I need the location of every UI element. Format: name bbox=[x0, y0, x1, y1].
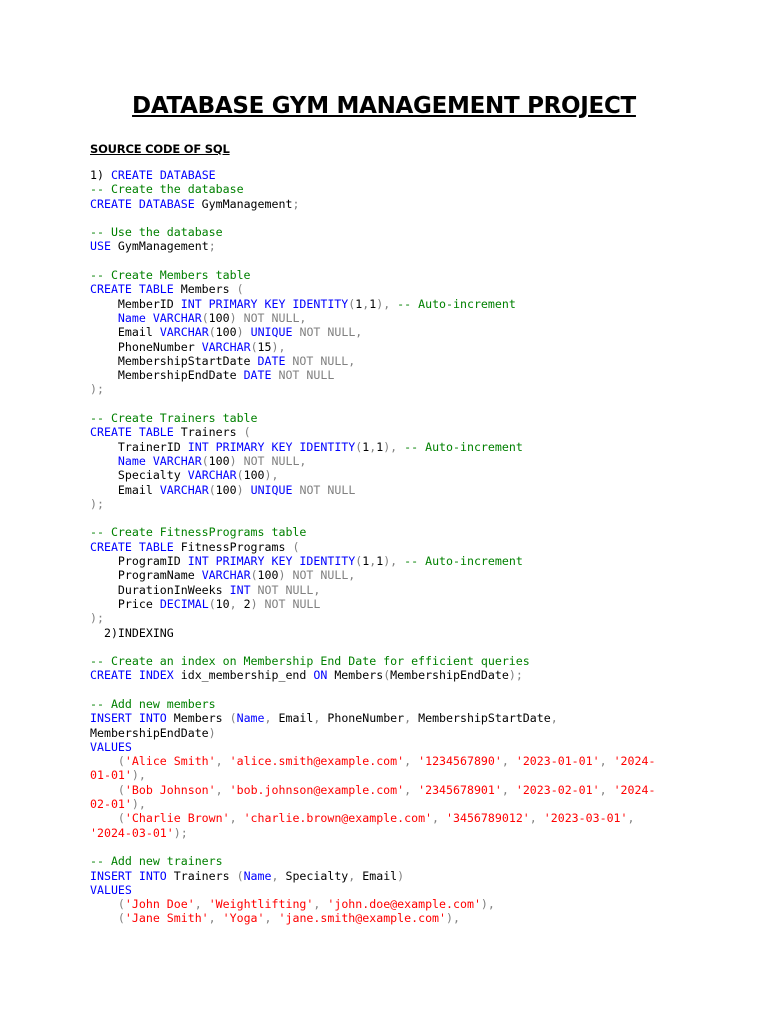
code-line bbox=[90, 540, 690, 554]
code-token: ( bbox=[292, 539, 300, 554]
code-token: 'Jane Smith' bbox=[124, 911, 209, 926]
code-token: , bbox=[501, 782, 516, 797]
code-token: -- Add new members bbox=[90, 696, 216, 711]
code-token: ), bbox=[131, 768, 146, 783]
code-token: MembershipEndDate bbox=[390, 668, 509, 683]
code-token: ( bbox=[250, 339, 258, 354]
code-token: Members bbox=[166, 711, 230, 726]
code-token: Name VARCHAR bbox=[117, 453, 202, 468]
code-token: 10 bbox=[215, 596, 230, 611]
code-token: VALUES bbox=[90, 739, 132, 754]
code-token: ( bbox=[355, 439, 363, 454]
code-line bbox=[90, 811, 690, 825]
code-token: , bbox=[208, 911, 223, 926]
code-token: ); bbox=[90, 611, 104, 626]
code-token: Email bbox=[271, 711, 314, 726]
code-token: VARCHAR bbox=[187, 468, 237, 483]
code-token: -- Create an index on Membership End Date for efficient queries bbox=[90, 654, 530, 669]
code-token: ( bbox=[208, 482, 216, 497]
code-line bbox=[90, 511, 690, 525]
code-token: ) NOT NULL bbox=[250, 596, 321, 611]
code-token: ( bbox=[236, 468, 244, 483]
code-token: -- Create Trainers table bbox=[90, 411, 258, 426]
code-line bbox=[90, 683, 690, 697]
code-token: ON bbox=[313, 668, 328, 683]
code-token: 'charlie.brown@example.com' bbox=[243, 811, 433, 826]
code-token: VARCHAR bbox=[159, 325, 209, 340]
code-line bbox=[90, 726, 690, 740]
code-token: Specialty bbox=[90, 468, 188, 483]
code-token: INT bbox=[229, 582, 251, 597]
code-token: INT PRIMARY KEY IDENTITY bbox=[187, 554, 356, 569]
code-token: , bbox=[404, 754, 419, 769]
code-token: GymManagement bbox=[110, 239, 209, 254]
code-line bbox=[90, 254, 690, 268]
code-line bbox=[90, 797, 690, 811]
code-token: ( bbox=[90, 811, 125, 826]
code-line bbox=[90, 225, 690, 239]
code-token: , bbox=[404, 711, 412, 726]
code-line bbox=[90, 626, 690, 640]
code-token: UNIQUE bbox=[250, 482, 293, 497]
code-token: CREATE INDEX bbox=[90, 668, 174, 683]
code-token: ), bbox=[480, 897, 495, 912]
code-token: ( bbox=[236, 282, 244, 297]
code-token: '2024- bbox=[613, 782, 656, 797]
code-line bbox=[90, 554, 690, 568]
code-token: 1 bbox=[362, 554, 370, 569]
code-token: ( bbox=[348, 296, 356, 311]
code-token: '2345678901' bbox=[418, 782, 502, 797]
code-token: ), bbox=[271, 339, 286, 354]
code-token: '3456789012' bbox=[446, 811, 530, 826]
code-token: -- Add new trainers bbox=[90, 854, 223, 869]
code-line bbox=[90, 711, 690, 725]
code-line bbox=[90, 397, 690, 411]
code-token: MemberID bbox=[90, 296, 181, 311]
code-token: ProgramID bbox=[90, 554, 188, 569]
code-token: , bbox=[599, 754, 614, 769]
code-line bbox=[90, 211, 690, 225]
code-token: ( bbox=[90, 897, 125, 912]
code-line bbox=[90, 611, 690, 625]
code-line bbox=[90, 282, 690, 296]
code-token: -- Create the database bbox=[90, 182, 244, 197]
code-token: ), bbox=[383, 439, 398, 454]
code-line bbox=[90, 325, 690, 339]
code-token: , bbox=[369, 439, 377, 454]
code-token: ( bbox=[208, 325, 216, 340]
code-token: ); bbox=[508, 668, 523, 683]
code-token: , bbox=[194, 897, 209, 912]
code-token: FitnessPrograms bbox=[173, 539, 293, 554]
code-token: Members bbox=[173, 282, 237, 297]
code-token: DATE bbox=[243, 368, 272, 383]
code-line bbox=[90, 340, 690, 354]
code-token: CREATE DATABASE bbox=[110, 168, 216, 182]
code-token: Price bbox=[90, 596, 160, 611]
code-token: Email bbox=[90, 482, 160, 497]
code-token: -- Create Members table bbox=[90, 268, 251, 283]
code-line bbox=[90, 668, 690, 682]
code-line bbox=[90, 168, 690, 182]
code-token: , bbox=[432, 811, 447, 826]
code-token: ; bbox=[208, 239, 216, 254]
code-token: , bbox=[369, 554, 377, 569]
code-token: ( bbox=[243, 425, 251, 440]
code-token: Members bbox=[327, 668, 384, 683]
code-token: DurationInWeeks bbox=[90, 582, 230, 597]
code-token: DECIMAL bbox=[159, 596, 209, 611]
code-token: ) bbox=[208, 725, 216, 740]
code-token: Name bbox=[243, 868, 272, 883]
code-token: Specialty bbox=[278, 868, 349, 883]
code-token: ( bbox=[250, 568, 258, 583]
code-token: , bbox=[313, 897, 328, 912]
code-token: -- Create FitnessPrograms table bbox=[90, 525, 307, 540]
code-line bbox=[90, 440, 690, 454]
code-token: -- Auto-increment bbox=[390, 296, 516, 311]
code-token bbox=[90, 454, 118, 468]
code-token: MembershipStartDate bbox=[90, 353, 258, 368]
code-token: , bbox=[529, 811, 544, 826]
code-token: , bbox=[348, 868, 356, 883]
code-token: ), bbox=[264, 468, 279, 483]
code-token: , bbox=[271, 868, 279, 883]
code-token: , bbox=[599, 782, 614, 797]
code-token: 15 bbox=[257, 339, 272, 354]
code-line bbox=[90, 468, 690, 482]
code-token: CREATE TABLE bbox=[90, 282, 174, 297]
code-line bbox=[90, 897, 690, 911]
code-line bbox=[90, 854, 690, 868]
code-token: 100 bbox=[243, 468, 265, 483]
code-token: ) NOT NULL, bbox=[229, 453, 307, 468]
code-token: NOT NULL bbox=[271, 368, 335, 383]
code-line bbox=[90, 411, 690, 425]
code-token: INSERT INTO bbox=[90, 868, 167, 883]
code-line bbox=[90, 354, 690, 368]
code-token: 2 bbox=[243, 596, 251, 611]
code-line bbox=[90, 182, 690, 196]
code-token: VARCHAR bbox=[201, 568, 251, 583]
code-line bbox=[90, 239, 690, 253]
code-token: INSERT INTO bbox=[90, 711, 167, 726]
code-token: , bbox=[215, 754, 230, 769]
code-token: ), bbox=[376, 296, 391, 311]
code-token: ( bbox=[236, 868, 244, 883]
code-token: , bbox=[627, 811, 635, 826]
code-line bbox=[90, 597, 690, 611]
code-token: Name VARCHAR bbox=[117, 310, 202, 325]
code-token: UNIQUE bbox=[250, 325, 293, 340]
code-token: MembershipEndDate bbox=[90, 725, 209, 740]
code-line bbox=[90, 568, 690, 582]
code-token: NOT NULL, bbox=[292, 325, 363, 340]
code-token: ; bbox=[292, 196, 300, 211]
code-token: '2023-02-01' bbox=[515, 782, 600, 797]
code-token: ( bbox=[90, 754, 125, 769]
code-token: TrainerID bbox=[90, 439, 188, 454]
code-token: , bbox=[313, 711, 321, 726]
code-line bbox=[90, 783, 690, 797]
code-token: 'bob.johnson@example.com' bbox=[229, 782, 405, 797]
code-token: NOT NULL, bbox=[285, 353, 356, 368]
code-token: '1234567890' bbox=[418, 754, 502, 769]
code-token: ( bbox=[201, 453, 209, 468]
code-token: ), bbox=[446, 911, 460, 926]
code-line bbox=[90, 883, 690, 897]
code-token: VARCHAR bbox=[159, 482, 209, 497]
code-token: 02-01' bbox=[90, 797, 132, 812]
code-token: ( bbox=[383, 668, 391, 683]
code-token: , bbox=[264, 911, 279, 926]
code-token: ( bbox=[90, 911, 125, 926]
code-token: 'Bob Johnson' bbox=[124, 782, 216, 797]
code-token: , bbox=[264, 711, 272, 726]
code-token: ) bbox=[236, 325, 251, 340]
code-token: ( bbox=[355, 554, 363, 569]
code-line bbox=[90, 268, 690, 282]
code-line bbox=[90, 425, 690, 439]
code-token: ), bbox=[383, 554, 398, 569]
code-token: NOT NULL bbox=[292, 482, 356, 497]
code-token: Email bbox=[90, 325, 160, 340]
code-token bbox=[90, 311, 118, 325]
code-line bbox=[90, 454, 690, 468]
code-line bbox=[90, 869, 690, 883]
code-token: 'john.doe@example.com' bbox=[327, 897, 481, 912]
page-title: DATABASE GYM MANAGEMENT PROJECT bbox=[132, 93, 636, 119]
code-token: 1 bbox=[362, 439, 370, 454]
code-token: VARCHAR bbox=[201, 339, 251, 354]
code-token: 'Yoga' bbox=[222, 911, 265, 926]
code-token: ) NOT NULL, bbox=[278, 568, 356, 583]
code-token: 2)INDEXING bbox=[90, 625, 174, 640]
code-line bbox=[90, 640, 690, 654]
code-line bbox=[90, 525, 690, 539]
code-token: Trainers bbox=[173, 425, 244, 440]
code-token: 100 bbox=[215, 482, 237, 497]
code-token: ) bbox=[236, 482, 251, 497]
code-token: INT PRIMARY KEY IDENTITY bbox=[180, 296, 349, 311]
code-token: ( bbox=[208, 596, 216, 611]
code-line bbox=[90, 826, 690, 840]
code-token: -- Use the database bbox=[90, 225, 223, 240]
code-line bbox=[90, 583, 690, 597]
code-token: '2024-03-01' bbox=[90, 825, 174, 840]
code-token: ( bbox=[201, 310, 209, 325]
code-line bbox=[90, 382, 690, 396]
code-token: , bbox=[229, 596, 244, 611]
code-token: CREATE DATABASE bbox=[90, 196, 195, 211]
code-token: CREATE TABLE bbox=[90, 425, 174, 440]
code-token: PhoneNumber bbox=[320, 711, 405, 726]
code-token: ), bbox=[131, 797, 146, 812]
code-line bbox=[90, 654, 690, 668]
code-token: 'jane.smith@example.com' bbox=[278, 911, 447, 926]
code-token: NOT NULL, bbox=[250, 582, 321, 597]
code-token: , bbox=[550, 711, 558, 726]
code-line bbox=[90, 197, 690, 211]
code-token: ); bbox=[90, 382, 104, 397]
code-token: '2023-01-01' bbox=[515, 754, 600, 769]
code-token: , bbox=[229, 811, 244, 826]
code-token: , bbox=[501, 754, 516, 769]
code-token: ( bbox=[229, 711, 237, 726]
code-line bbox=[90, 697, 690, 711]
code-line bbox=[90, 768, 690, 782]
code-token: 'John Doe' bbox=[124, 897, 195, 912]
code-line bbox=[90, 368, 690, 382]
code-token: PhoneNumber bbox=[90, 339, 202, 354]
code-token: Name bbox=[236, 711, 265, 726]
sql-code-block bbox=[90, 168, 690, 926]
code-token: ) bbox=[397, 868, 405, 883]
code-line bbox=[90, 483, 690, 497]
code-token: -- Auto-increment bbox=[397, 554, 523, 569]
code-token: MembershipStartDate bbox=[411, 711, 551, 726]
code-token: 100 bbox=[208, 310, 230, 325]
code-token: ) NOT NULL, bbox=[229, 310, 307, 325]
code-token: ProgramName bbox=[90, 568, 202, 583]
code-token: Email bbox=[355, 868, 398, 883]
code-line bbox=[90, 840, 690, 854]
code-token: , bbox=[215, 782, 230, 797]
code-token: ( bbox=[90, 782, 125, 797]
code-token: MembershipEndDate bbox=[90, 368, 244, 383]
code-token: -- Auto-increment bbox=[397, 439, 523, 454]
code-line bbox=[90, 497, 690, 511]
code-token: 1) bbox=[90, 168, 111, 182]
code-line bbox=[90, 911, 690, 925]
code-token: 'Alice Smith' bbox=[124, 754, 216, 769]
code-token: 'alice.smith@example.com' bbox=[229, 754, 405, 769]
code-line bbox=[90, 740, 690, 754]
code-token: 1 bbox=[369, 296, 377, 311]
code-token: USE bbox=[90, 239, 111, 254]
code-token: , bbox=[404, 782, 419, 797]
code-token: 100 bbox=[257, 568, 279, 583]
code-token: 100 bbox=[208, 453, 230, 468]
code-token: Trainers bbox=[166, 868, 237, 883]
code-token: DATE bbox=[257, 353, 286, 368]
code-token: ); bbox=[90, 496, 104, 511]
code-line bbox=[90, 754, 690, 768]
code-token: GymManagement bbox=[194, 196, 293, 211]
code-token: INT PRIMARY KEY IDENTITY bbox=[187, 439, 356, 454]
code-token: ); bbox=[173, 825, 188, 840]
code-token: 100 bbox=[215, 325, 237, 340]
code-token: CREATE TABLE bbox=[90, 539, 174, 554]
code-token: 'Charlie Brown' bbox=[124, 811, 230, 826]
code-token: 'Weightlifting' bbox=[208, 897, 314, 912]
code-token: 1 bbox=[376, 439, 384, 454]
code-token: '2023-03-01' bbox=[543, 811, 628, 826]
code-token: 1 bbox=[355, 296, 363, 311]
code-token: VALUES bbox=[90, 882, 132, 897]
code-token: , bbox=[362, 296, 370, 311]
code-token: '2024- bbox=[613, 754, 656, 769]
section-subheading: SOURCE CODE OF SQL bbox=[90, 142, 230, 156]
code-token: 01-01' bbox=[90, 768, 132, 783]
code-token: idx_membership_end bbox=[173, 668, 314, 683]
code-token: 1 bbox=[376, 554, 384, 569]
code-line bbox=[90, 297, 690, 311]
code-line bbox=[90, 311, 690, 325]
